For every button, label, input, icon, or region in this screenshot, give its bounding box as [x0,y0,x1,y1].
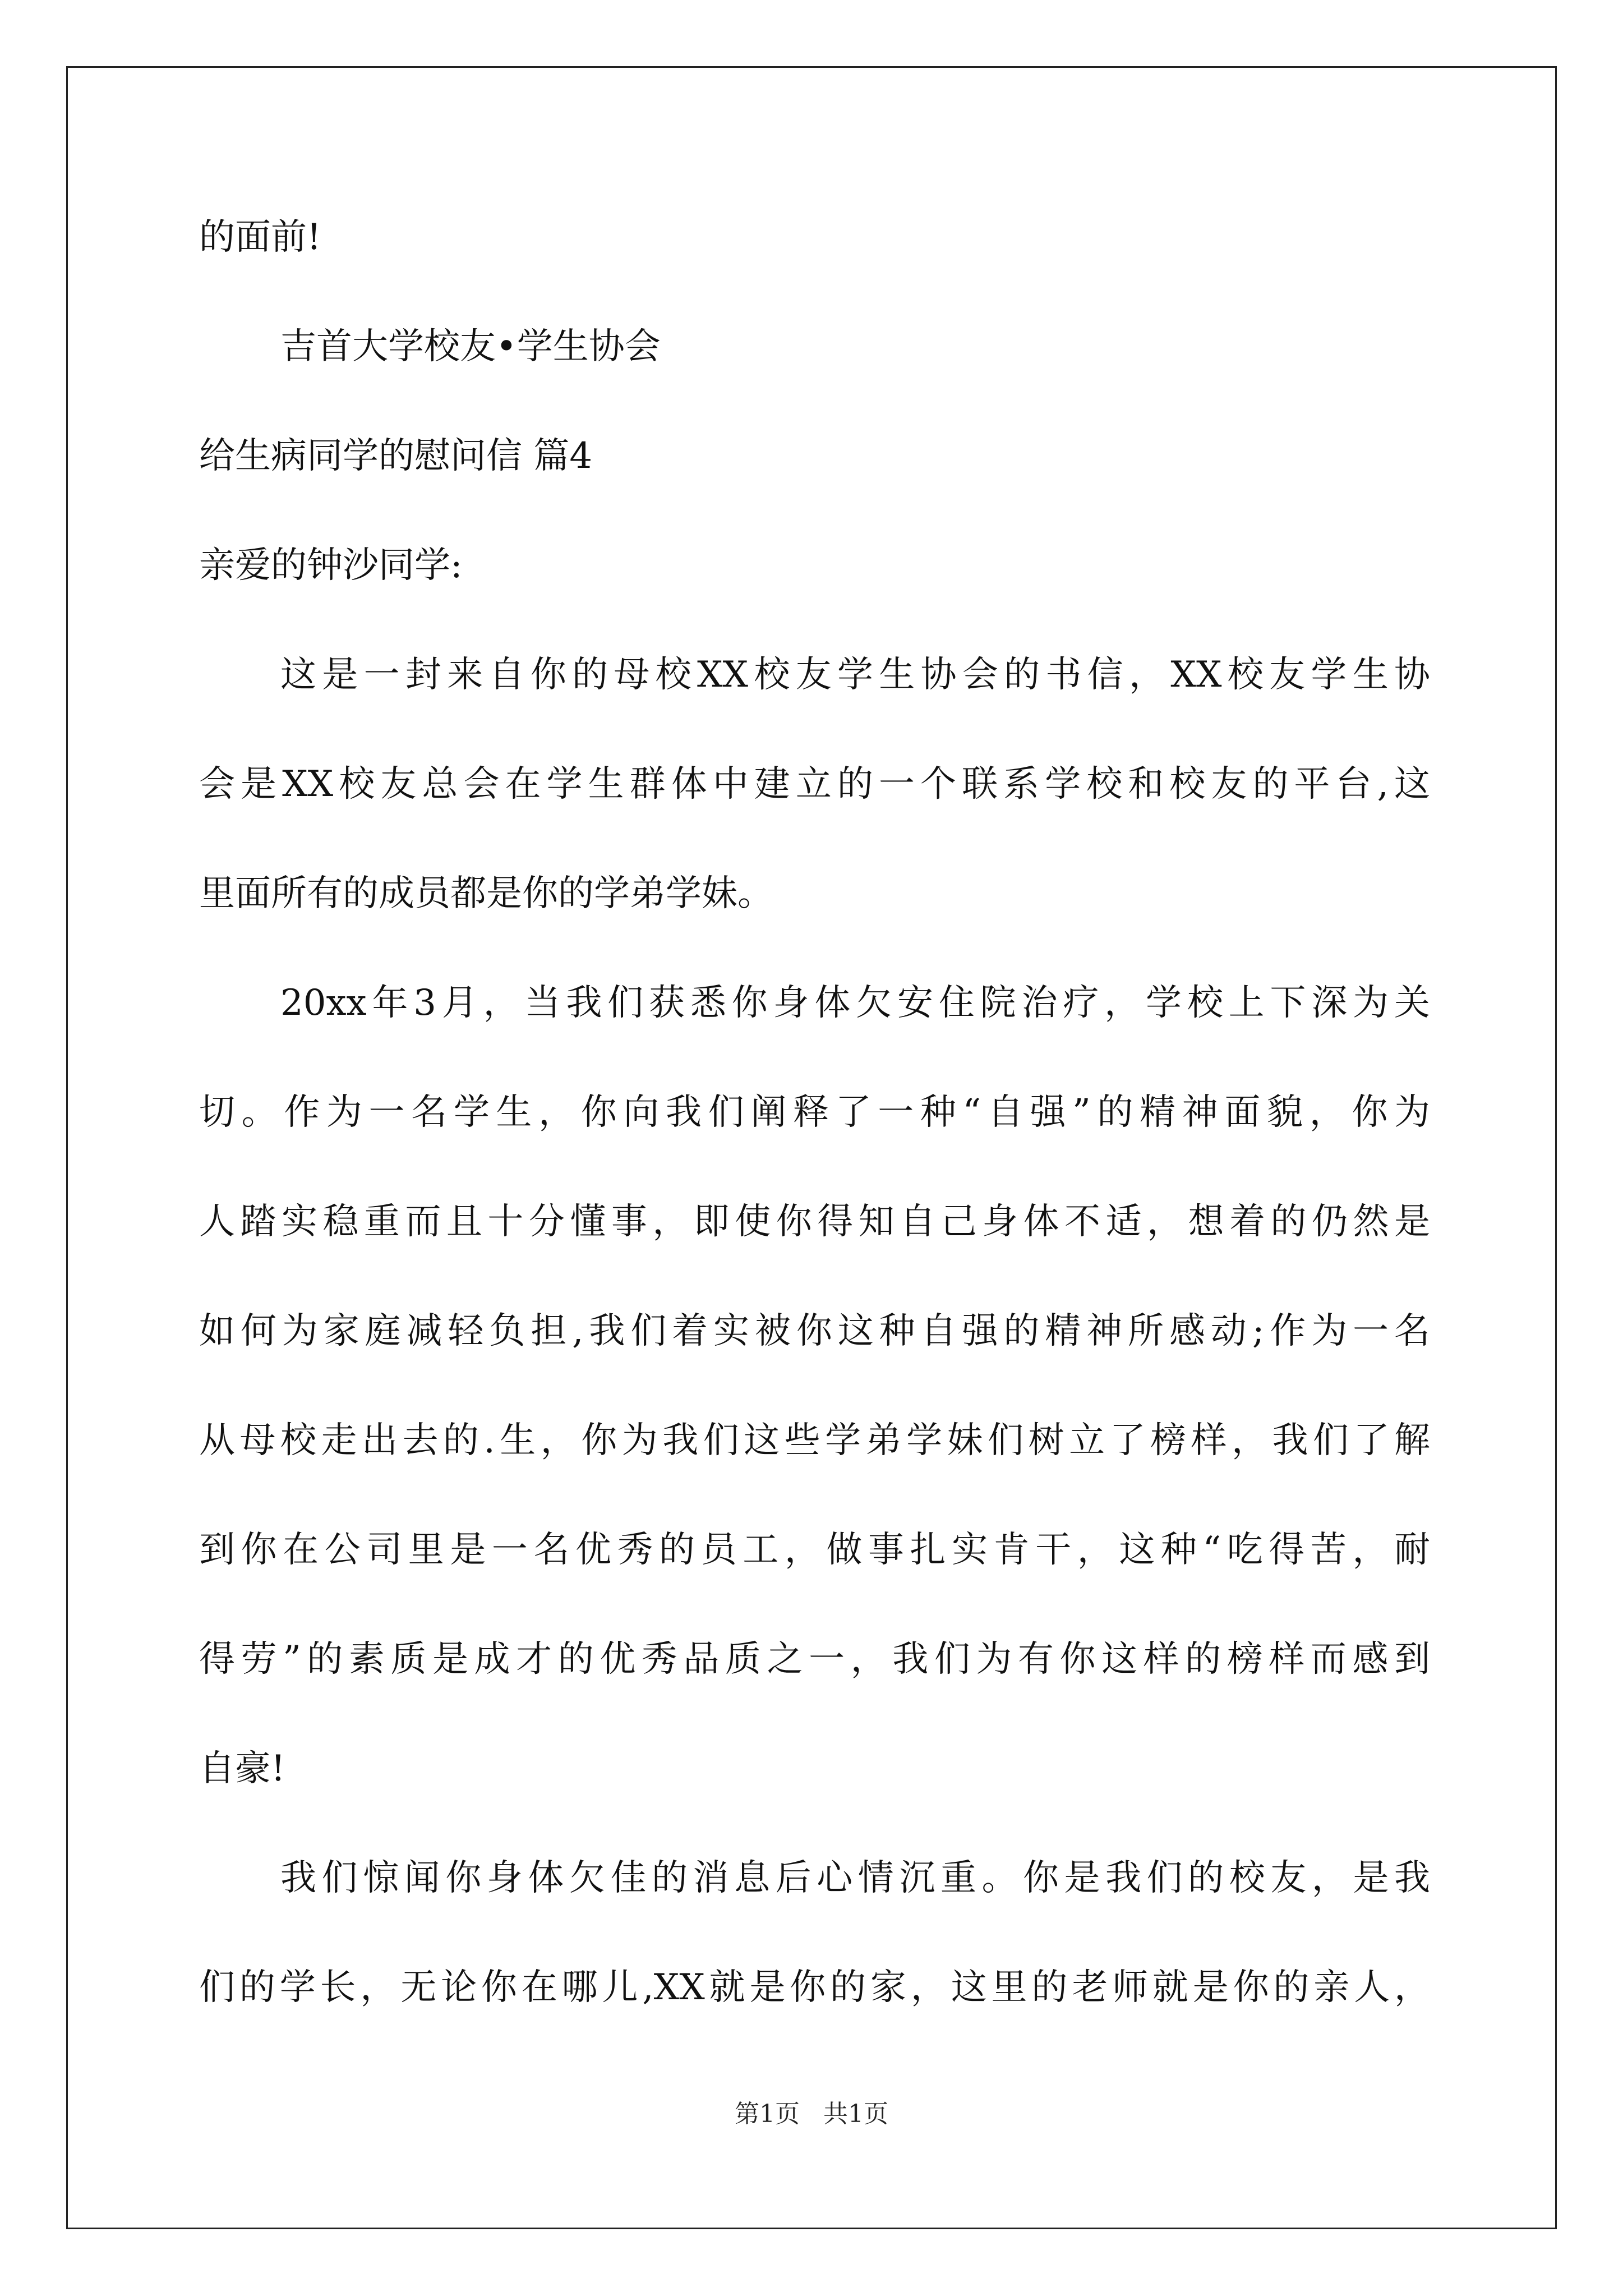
page-border [66,66,1557,2229]
text-line: 自豪! [199,1748,285,1789]
text-line: 切。作为一名学生，你向我们阐释了一种“自强”的精神面貌，你为 [199,1092,1430,1133]
text-line: 人踏实稳重而且十分懂事，即使你得知自己身体不适，想着的仍然是 [199,1201,1430,1243]
text-line: 20xx年3月，当我们获悉你身体欠安住院治疗，学校上下深为关 [280,982,1430,1024]
text-line: 里面所有的成员都是你的学弟学妹。 [199,873,773,914]
text-line: 我们惊闻你身体欠佳的消息后心情沉重。你是我们的校友，是我 [280,1857,1430,1899]
salutation: 亲爱的钟沙同学: [199,545,463,586]
text-line: 会是XX校友总会在学生群体中建立的一个联系学校和校友的平台,这 [199,763,1430,805]
text-line: 从母校走出去的.生，你为我们这些学弟学妹们树立了榜样，我们了解 [199,1420,1430,1461]
text-line: 得劳”的素质是成才的优秀品质之一，我们为有你这样的榜样而感到 [199,1639,1430,1680]
page-number-footer: 第1页 共1页 [735,2100,888,2128]
text-line: 的面前! [199,217,321,258]
text-line: 如何为家庭减轻负担,我们着实被你这种自强的精神所感动;作为一名 [199,1310,1430,1352]
text-line: 到你在公司里是一名优秀的员工，做事扎实肯干，这种“吃得苦，耐 [199,1529,1430,1571]
signature-line: 吉首大学校友•学生协会 [280,326,661,367]
section-title: 给生病同学的慰问信 篇4 [199,435,593,477]
text-line: 们的学长，无论你在哪儿,XX就是你的家，这里的老师就是你的亲人， [199,1967,1430,2008]
text-line: 这是一封来自你的母校XX校友学生协会的书信，XX校友学生协 [280,654,1430,696]
